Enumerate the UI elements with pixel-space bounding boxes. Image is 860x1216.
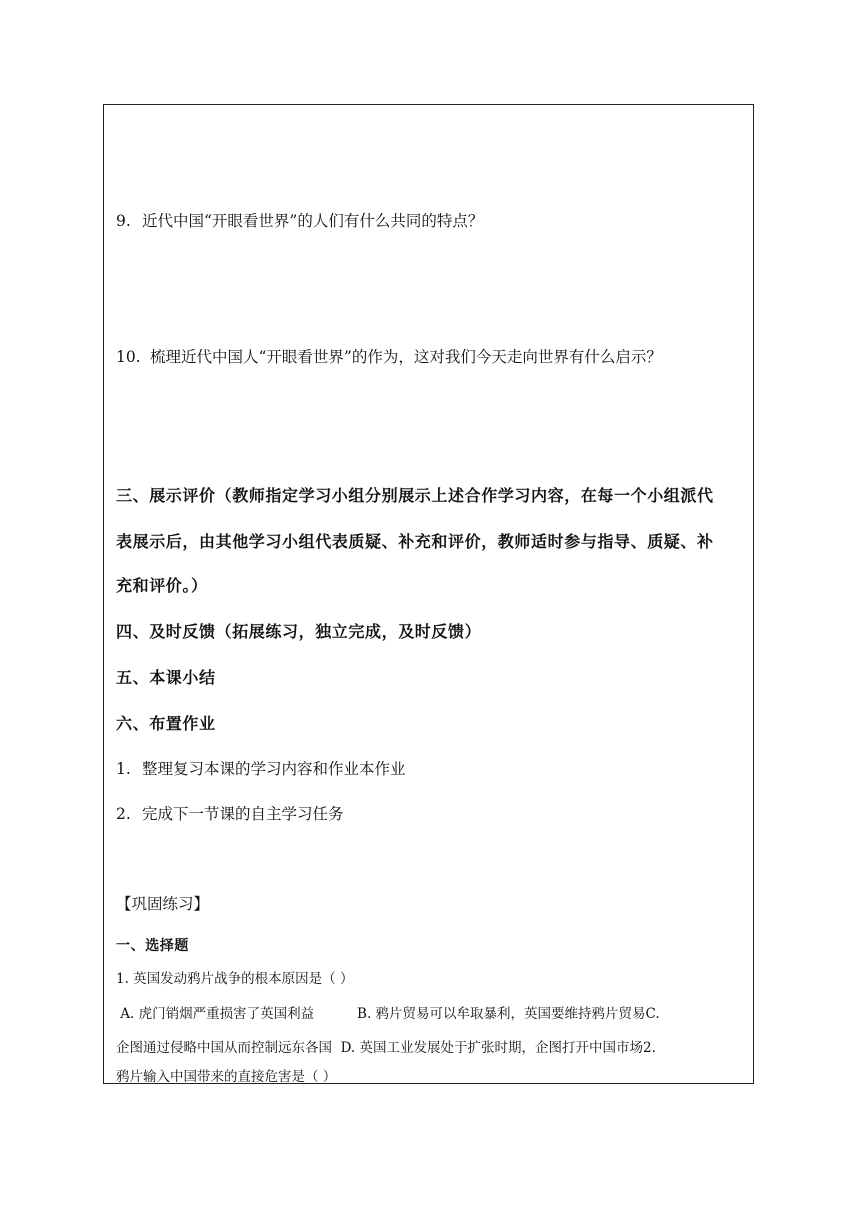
section-6-heading: 六、布置作业	[116, 714, 216, 733]
homework-number: 2.	[116, 805, 131, 823]
homework-item-2	[116, 802, 344, 824]
section-3-line-3: 充和评价。）	[116, 576, 208, 595]
section-4-heading: 四、及时反馈（拓展练习，独立完成，及时反馈）	[116, 622, 482, 641]
question-9	[116, 209, 483, 231]
question-text: 近代中国“开眼看世界”的人们有什么共同的特点？	[142, 212, 484, 230]
question-number: 10.	[116, 348, 141, 366]
choice-section-title: 一、选择题	[116, 938, 189, 954]
question-text: 梳理近代中国人“开眼看世界”的作为，这对我们今天走向世界有什么启示？	[150, 348, 662, 366]
homework-item-1	[116, 757, 406, 779]
homework-text: 完成下一节课的自主学习任务	[142, 805, 344, 823]
question-number: 9.	[116, 212, 131, 230]
homework-text: 整理复习本课的学习内容和作业本作业	[142, 760, 406, 778]
section-3-line-1: 三、展示评价（教师指定学习小组分别展示上述合作学习内容，在每一个小组派代	[116, 486, 714, 505]
mc-line-4: 鸦片输入中国带来的直接危害是（ ）	[116, 1069, 337, 1085]
practice-title: 【巩固练习】	[116, 895, 210, 913]
document-table-cell	[103, 104, 754, 1084]
section-5-heading: 五、本课小结	[116, 668, 216, 687]
mc-line-2: A. 虎门销烟严重损害了英国利益 B. 鸦片贸易可以牟取暴利，英国要维持鸦片贸易C.	[116, 1006, 660, 1022]
mc-line-1: 1. 英国发动鸦片战争的根本原因是（ ）	[116, 971, 354, 987]
homework-number: 1.	[116, 760, 131, 778]
question-10	[116, 345, 662, 367]
mc-line-3: 企图通过侵略中国从而控制远东各国 D. 英国工业发展处于扩张时期，企图打开中国市场2.	[116, 1040, 656, 1056]
section-3-line-2: 表展示后，由其他学习小组代表质疑、补充和评价，教师适时参与指导、质疑、补	[116, 532, 714, 551]
